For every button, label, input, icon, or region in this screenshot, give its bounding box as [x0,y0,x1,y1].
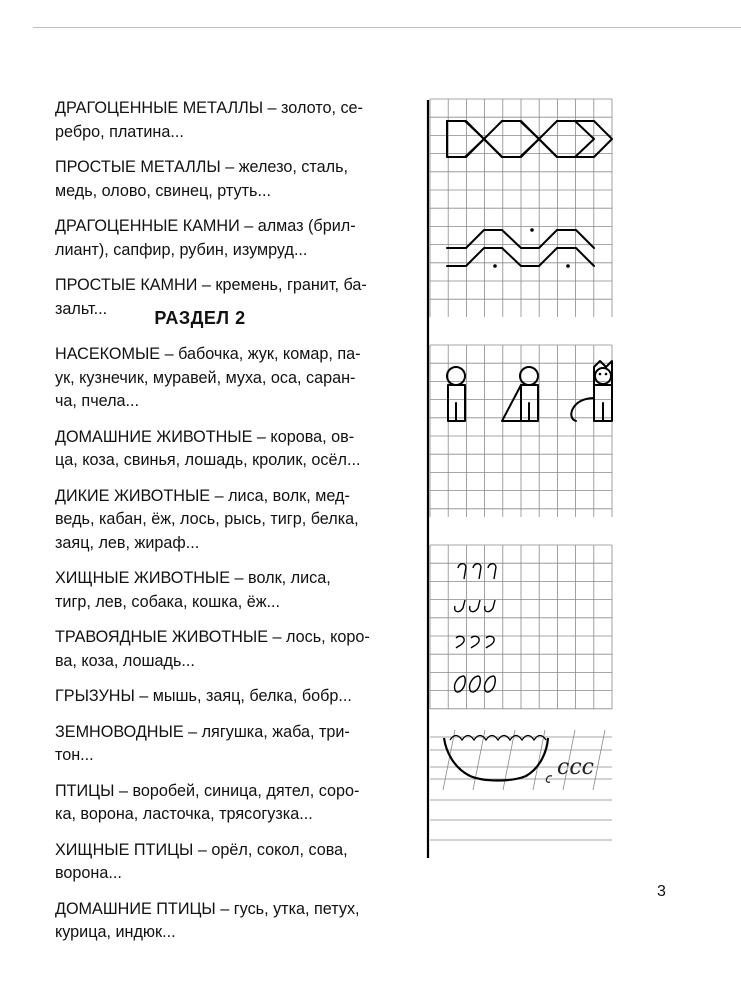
paragraph-line: ЗЕМНОВОДНЫЕ – лягушка, жаба, три- [55,722,350,741]
guide-dot [566,264,570,268]
section-title: РАЗДЕЛ 2 [154,308,246,328]
paragraph-line: ка, ворона, ласточка, трясогузка... [55,805,313,823]
paragraph-line: ДИКИЕ ЖИВОТНЫЕ – лиса, волк, мед- [55,486,350,505]
paragraph-line: лиант), сапфир, рубин, изумруд... [55,240,308,259]
paragraph-line: НАСЕКОМЫЕ – бабочка, жук, комар, па- [55,345,361,363]
hexagon-shape [539,121,594,157]
paragraph-line: ведь, кабан, ёж, лось, рысь, тигр, белка, [55,510,359,528]
paragraph-line: ПРОСТЫЕ МЕТАЛЛЫ – железо, сталь, [55,158,349,176]
paragraph-line: медь, олово, свинец, ртуть... [55,181,271,200]
paragraph-line: ворона... [55,864,122,882]
page-number: 3 [657,883,666,900]
paragraph-line: ХИЩНЫЕ ПТИЦЫ – орёл, сокол, сова, [55,840,348,859]
handwriting-stroke [456,636,464,648]
handwriting-stroke [485,676,496,692]
slant-line [593,730,605,790]
handwriting-stroke [488,564,496,579]
bowl-outline [444,738,548,781]
cat-eye [605,373,608,376]
hexagon-edge [466,121,484,157]
hexagon-shape [484,121,539,157]
paragraph-line: заяц, лев, жираф... [55,533,200,552]
zigzag-lower [447,248,594,266]
handwriting-stroke [486,636,494,648]
paragraph-line: ДРАГОЦЕННЫЕ КАМНИ – алмаз (брил- [55,217,356,235]
paragraph-line: ребро, платина... [55,122,184,141]
handwriting-stroke [455,676,466,692]
paragraph-line: ПРОСТЫЕ КАМНИ – кремень, гранит, ба- [55,276,367,294]
zigzag-upper [447,230,594,248]
handwriting-stroke [485,600,495,612]
paragraph-line: ча, пчела... [55,392,140,410]
guide-dot [493,264,497,268]
paragraph-line: зальт... [55,299,108,318]
handwriting-stroke [471,636,479,648]
paragraph-line: ва, коза, лошадь... [55,651,195,670]
cat-eye [599,373,602,376]
bowl-scallops [450,736,546,741]
paragraph-line: ук, кузнечик, муравей, муха, оса, саран- [55,368,356,387]
handwriting-stroke [473,564,481,579]
paragraph-line: ГРЫЗУНЫ – мышь, заяц, белка, бобр... [55,687,352,705]
hexagon-edge [539,139,557,157]
hexagon-edge [484,139,502,157]
figure-head [520,367,538,385]
paragraph-line: ТРАВОЯДНЫЕ ЖИВОТНЫЕ – лось, коро- [55,628,370,646]
cursive-sample: ccc [557,755,594,780]
paragraph-line: ХИЩНЫЕ ЖИВОТНЫЕ – волк, лиса, [55,569,331,587]
paragraph-line: тон... [55,746,94,764]
person-head [447,367,465,385]
paragraph-line: ДОМАШНИЕ ПТИЦЫ – гусь, утка, петух, [55,899,360,918]
hexagon-edge [484,121,502,139]
handwriting-stroke [455,600,465,612]
handwriting-stroke [470,676,481,692]
hexagon-shape [447,121,484,157]
paragraph-line: тигр, лев, собака, кошка, ёж... [55,592,281,611]
handwriting-stroke [470,600,480,612]
hexagon-edge [521,121,539,157]
guide-dot [530,228,534,232]
paragraph-line: ПТИЦЫ – воробей, синица, дятел, соро- [55,781,360,800]
hexagon-edge [539,121,557,139]
paragraph-line: ца, коза, свинья, лошадь, кролик, осёл... [55,451,361,469]
paragraph-line: ДОМАШНИЕ ЖИВОТНЫЕ – корова, ов- [55,427,355,446]
paragraph-line: курица, индюк... [55,923,176,941]
handwriting-stroke [458,564,466,579]
paragraph-line: ДРАГОЦЕННЫЕ МЕТАЛЛЫ – золото, се- [55,99,363,117]
